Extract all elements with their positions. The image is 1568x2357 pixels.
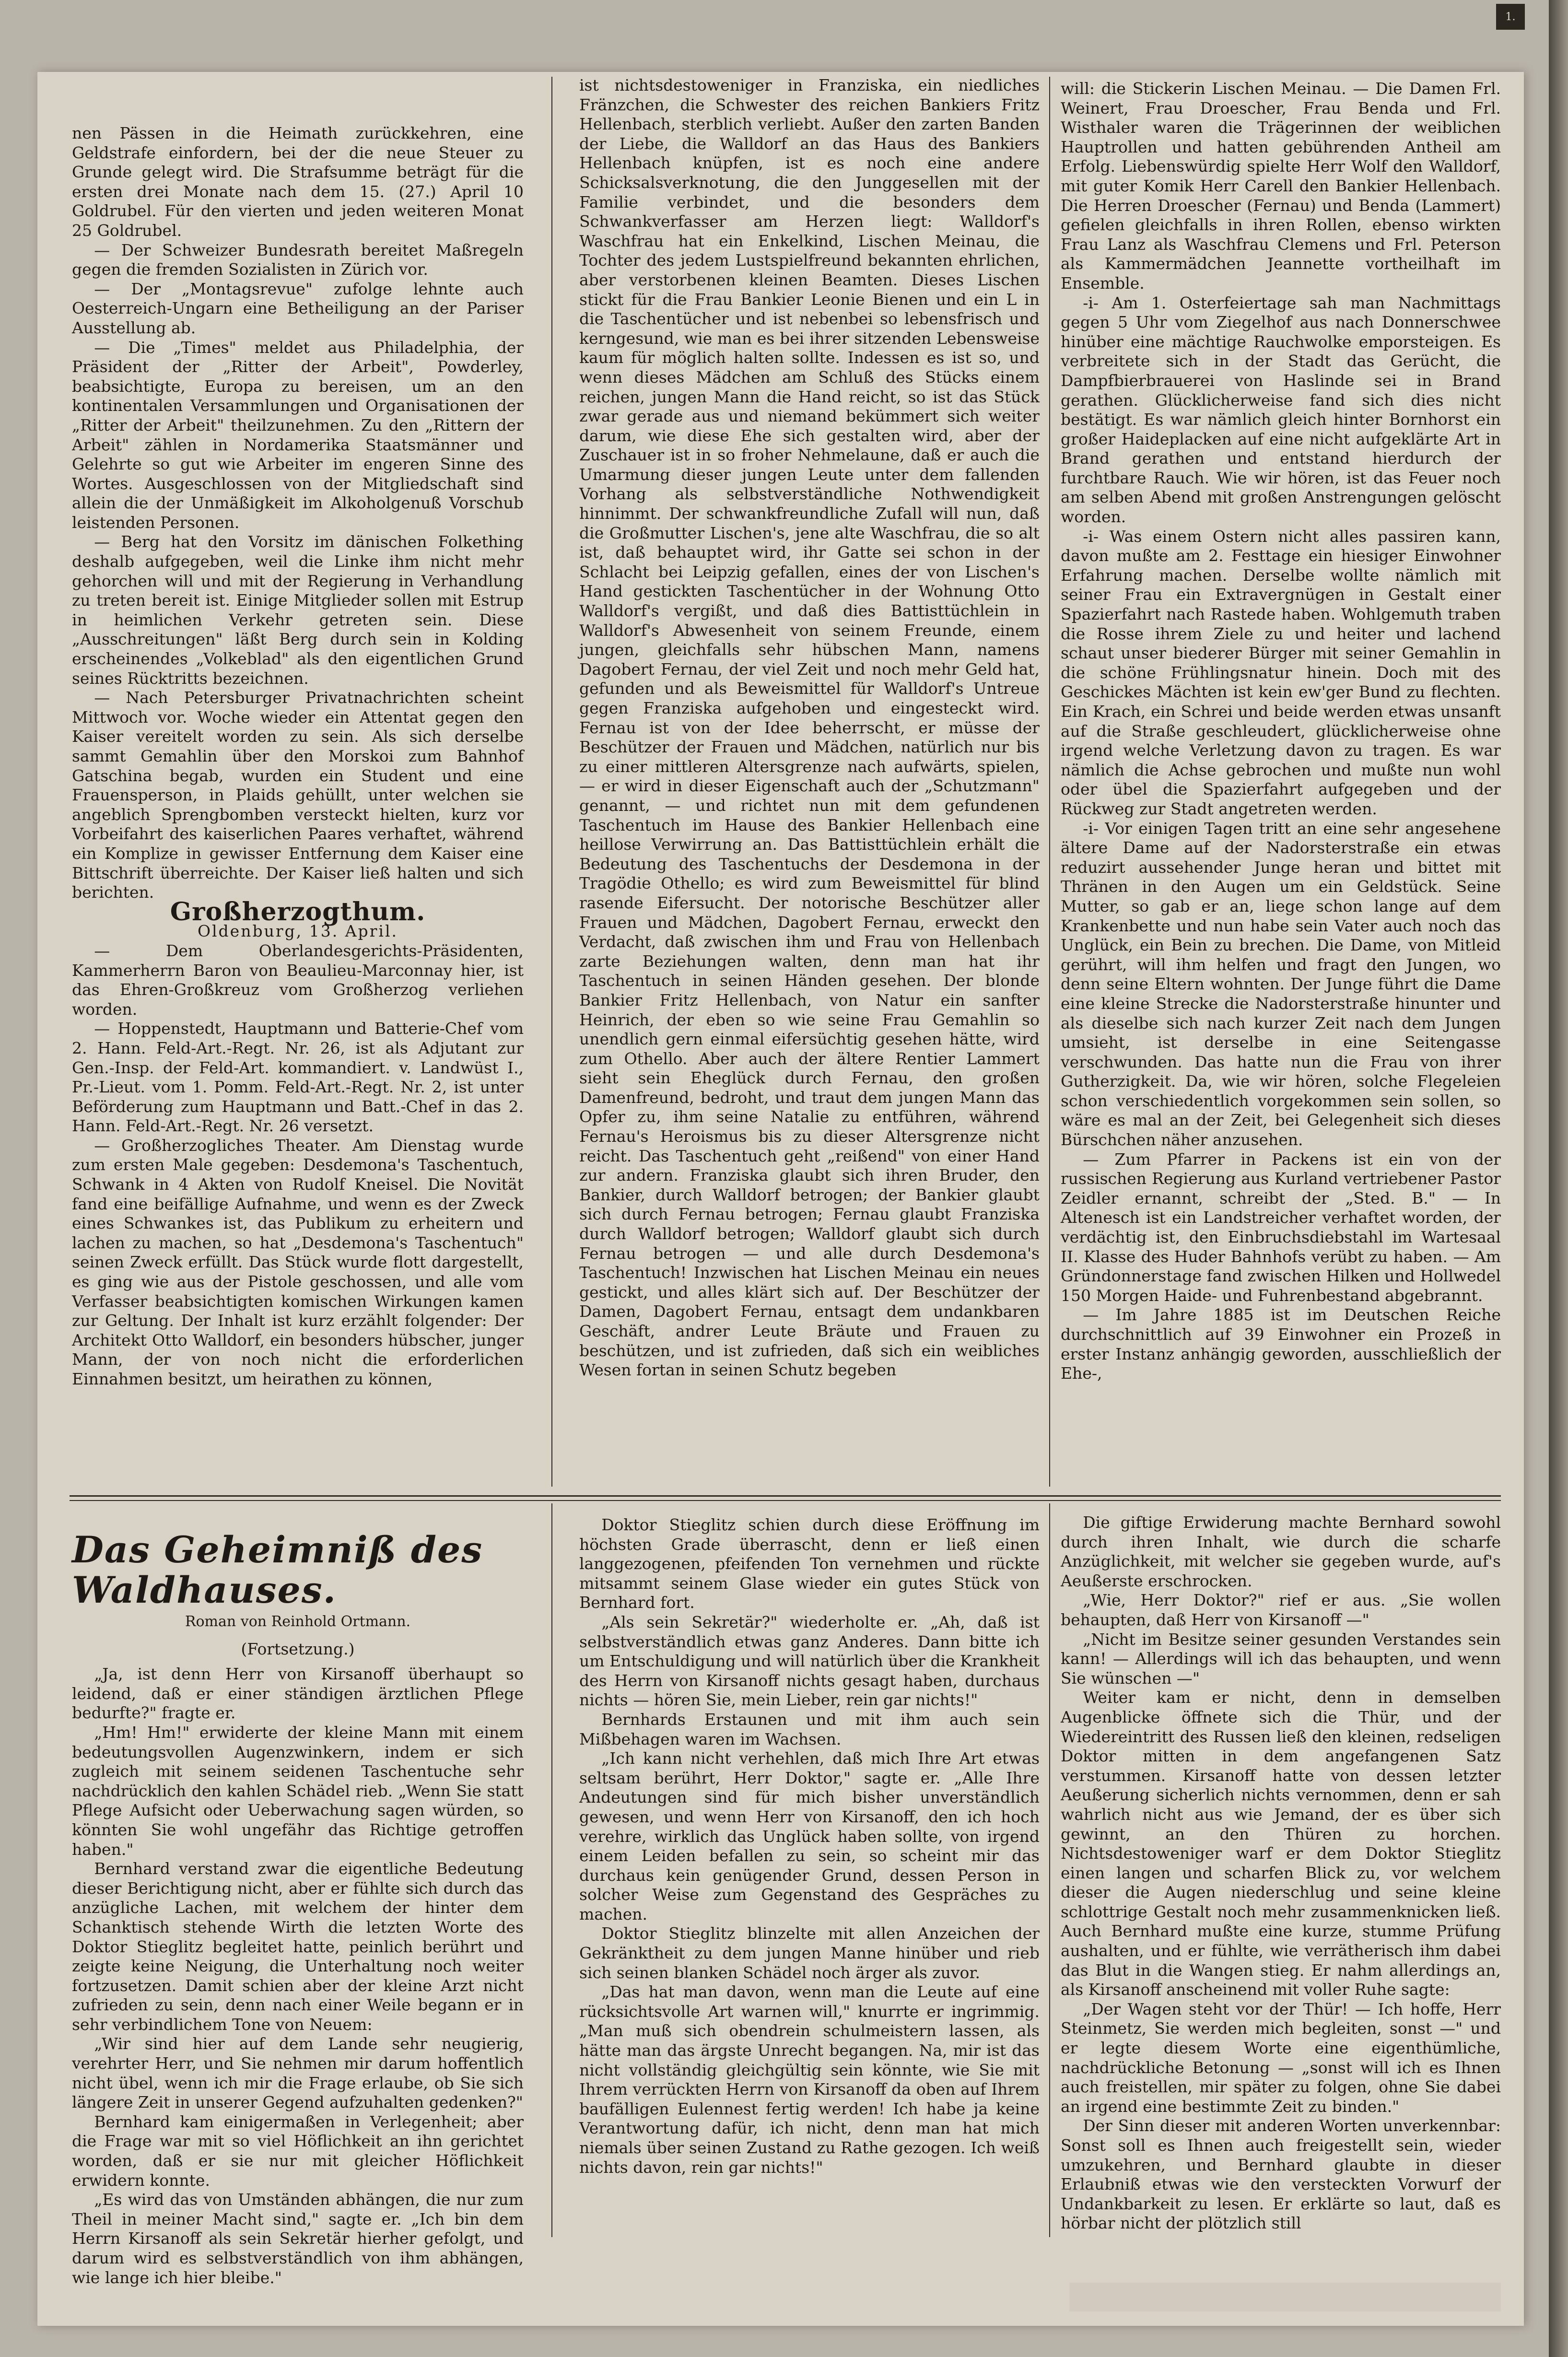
novel-paragraph: Bernhard verstand zwar die eigentliche Bedeutung dieser Berichtigung nicht, aber er fühlte sich durch das anzügliche Lachen, mit welchem der hinter dem Schanktisch stehende Wirth die letzten Worte des Doktor Stieglitz begleitet hatte, peinlich berührt und zeigte keine Neigung, die Unterhaltung noch weiter fortzusetzen. Damit schien aber der kleine Arzt nicht zufrieden zu sein, denn nach einer Weile begann er in sehr verbindlichem Tone von Neuem:: [72, 1859, 524, 2034]
novel-paragraph: „Ja, ist denn Herr von Kirsanoff überhaupt so leidend, daß er einer ständigen ärztlichen Pflege bedurfte?" fragte er.: [72, 1665, 524, 1723]
novel-paragraph: Weiter kam er nicht, denn in demselben Augenblicke öffnete sich die Thür, und der Wiedereintritt des Russen ließ den kleinen, redseligen Doktor mitten in dem angefangenen Satz verstummen. Kirsanoff hatte von dessen letzter Aeußerung sicherlich nichts vernommen, denn er sah wahrlich nicht aus wie Jemand, der es über sich gewinnt, an den Thüren zu horchen. Nichtsdestoweniger warf er dem Doktor Stieglitz einen langen und scharfen Blick zu, vor welchem dieser die Augen niederschlug und seine kleine schlottrige Gestalt noch mehr zusammenknicken ließ. Auch Bernhard mußte eine kurze, stumme Prüfung aushalten, und er fühlte, wie verrätherisch ihm dabei das Blut in die Wangen stieg. Er nahm allerdings an, als Kirsanoff anscheinend mit voller Ruhe sagte:: [1061, 1688, 1501, 1999]
novel-paragraph: Die giftige Erwiderung machte Bernhard sowohl durch ihren Inhalt, wie durch die scharfe Anzüglichkeit, mit welcher sie gegeben wurde, auf's Aeußerste erschrocken.: [1061, 1513, 1501, 1590]
article-paragraph: — Die „Times" meldet aus Philadelphia, der Präsident der „Ritter der Arbeit", Powderley, beabsichtigte, Europa zu bereisen, um an den kontinentalen Versammlungen und Organisationen der „Ritter der Arbeit" theilzunehmen. Zu den „Rittern der Arbeit" zählen in Nordamerika Staatsmänner und Gelehrte so gut wie Arbeiter im engeren Sinne des Wortes. Ausgeschlossen von der Mitgliedschaft sind allein die der Unmäßigkeit im Alkoholgenuß Vorschub leistenden Personen.: [72, 338, 524, 532]
column-rule: [1049, 77, 1050, 1487]
novel-paragraph: Bernhard kam einigermaßen in Verlegenheit; aber die Frage war mit so viel Höflichkeit an ihn gerichtet worden, daß er sie nur mit gleicher Höflichkeit erwidern konnte.: [72, 2112, 524, 2190]
article-paragraph: — Dem Oberlandesgerichts-Präsidenten, Kammerherrn Baron von Beaulieu-Marconnay hier, ist das Ehren-Großkreuz vom Großherzog verliehen worden.: [72, 941, 524, 1019]
news-column-2: [579, 76, 1040, 1486]
column-rule: [1049, 1503, 1050, 2237]
novel-column-1: [72, 1528, 524, 2287]
section-heading: Großherzogthum.: [170, 897, 426, 926]
article-paragraph: — Hoppenstedt, Hauptmann und Batterie-Chef vom 2. Hann. Feld-Art.-Regt. Nr. 26, ist als Adjutant zur Gen.-Insp. der Feld-Art. kommandiert. v. Landwüst I., Pr.-Lieut. vom 1. Pomm. Feld-Art.-Regt. Nr. 2, ist unter Beförderung zum Hauptmann und Batt.-Chef in das 2. Hann. Feld-Art.-Regt. Nr. 26 versetzt.: [72, 1019, 524, 1136]
article-paragraph: — Im Jahre 1885 ist im Deutschen Reiche durchschnittlich auf 39 Einwohner ein Prozeß in erster Instanz anhängig geworden, ausschließlich der Ehe-,: [1061, 1305, 1501, 1383]
novel-paragraph: „Hm! Hm!" erwiderte der kleine Mann mit einem bedeutungsvollen Augenzwinkern, indem er sich zugleich mit seinem seidenen Taschentuche sehr nachdrücklich den kahlen Schädel rieb. „Wenn Sie statt Pflege Aufsicht oder Ueberwachung sagen würden, so könnten Sie wohl ungefähr das Richtige getroffen haben.": [72, 1723, 524, 1859]
article-paragraph: -i- Was einem Ostern nicht alles passiren kann, davon mußte am 2. Festtage ein hiesiger Einwohner Erfahrung machen. Derselbe wollte nämlich mit seiner Frau ein Extravergnügen in Gestalt einer Spazierfahrt nach Rastede haben. Wohlgemuth traben die Rosse ihrem Ziele zu und heiter und lachend schaut unser biederer Bürger mit seiner Gemahlin in die schöne Frühlingsnatur hinein. Doch mit des Geschickes Mächten ist kein ew'ger Bund zu flechten. Ein Krach, ein Schrei und beide werden etwas unsanft auf die Straße geschleudert, glücklicherweise ohne irgend welche Verletzung davon zu tragen. Es war nämlich die Achse gebrochen und mußte nun wohl oder übel die Spazierfahrt aufgegeben und der Rückweg zur Stadt angetreten werden.: [1061, 527, 1501, 818]
article-paragraph: nen Pässen in die Heimath zurückkehren, eine Geldstrafe einfordern, bei der die neue Steuer zu Grunde gelegt wird. Die Strafsumme beträgt für die ersten drei Monate nach dem 15. (27.) April 10 Goldrubel. Für den vierten und jeden weiteren Monat 25 Goldrubel.: [72, 124, 524, 240]
novel-byline: Roman von Reinhold Ortmann.: [185, 1613, 411, 1630]
dateline: Oldenburg, 13. April.: [197, 922, 398, 941]
article-paragraph: -i- Am 1. Osterfeiertage sah man Nachmittags gegen 5 Uhr vom Ziegelhof aus nach Donnerschwee hinüber eine mächtige Rauchwolke emporsteigen. Es verbreitete sich in der Stadt das Gerücht, die Dampfbierbrauerei von Haslinde sei in Brand gerathen. Glücklicherweise fand sich dies nicht bestätigt. Es war nämlich gleich hinter Bornhorst ein großer Haideplacken auf eine nicht aufgeklärte Art in Brand gerathen und entstand hierdurch der furchtbare Rauch. Wie wir hören, ist das Feuer noch am selben Abend mit großen Anstrengungen gelöscht worden.: [1061, 293, 1501, 527]
article-paragraph: — Der Schweizer Bundesrath bereitet Maßregeln gegen die fremden Sozialisten in Zürich vor.: [72, 240, 524, 279]
novel-paragraph: Der Sinn dieser mit anderen Worten unverkennbar: Sonst soll es Ihnen auch freigestellt sein, wieder umzukehren, und Bernhard glaubte in dieser Erlaubniß etwas wie den versteckten Vorwurf der Undankbarkeit zu lesen. Er erklärte so laut, daß es hörbar nicht der plötzlich still: [1061, 2116, 1501, 2233]
novel-paragraph: „Wir sind hier auf dem Lande sehr neugierig, verehrter Herr, und Sie nehmen mir darum hoffentlich nicht übel, wenn ich mir die Frage erlaube, ob Sie sich längere Zeit in unserer Gegend aufzuhalten gedenken?": [72, 2034, 524, 2112]
novel-paragraph: Doktor Stieglitz blinzelte mit allen Anzeichen der Gekränktheit zu dem jungen Manne hinüber und rieb sich seinen blanken Schädel noch ärger als zuvor.: [579, 1924, 1040, 1982]
novel-paragraph: Bernhards Erstaunen und mit ihm auch sein Mißbehagen waren im Wachsen.: [579, 1710, 1040, 1748]
novel-column-3: [1061, 1513, 1501, 2232]
novel-paragraph: „Der Wagen steht vor der Thür! — Ich hoffe, Herr Steinmetz, Sie werden mich begleiten, sonst —" und er legte diesem Worte eine eigenthümliche, nachdrückliche Betonung — „sonst will ich es Ihnen auch freistellen, mir später zu folgen, ohne Sie dabei an irgend eine bestimmte Zeit zu binden.": [1061, 1999, 1501, 2116]
novel-paragraph: „Es wird das von Umständen abhängen, die nur zum Theil in meiner Macht sind," sagte er. „Ich bin dem Herrn Kirsanoff als sein Sekretär hierher gefolgt, und darum wird es selbstverständlich von ihm abhängen, wie lange ich hier bleibe.": [72, 2190, 524, 2287]
binding-gutter: [1549, 0, 1568, 2357]
novel-paragraph: Doktor Stieglitz schien durch diese Eröffnung im höchsten Grade überrascht, denn er ließ einen langgezogenen, pfeifenden Ton vernehmen und rückte mitsammt seinem Glase wieder ein gutes Stück von Bernhard fort.: [579, 1515, 1040, 1612]
article-paragraph: ist nichtsdestoweniger in Franziska, ein niedliches Fränzchen, die Schwester des reichen Bankiers Fritz Hellenbach, sterblich verliebt. Außer den zarten Banden der Liebe, die Walldorf an das Haus des Bankiers Hellenbach knüpfen, ist es noch eine andere Schicksalsverknotung, die den Junggesellen mit der Familie verbindet, und die besonders dem Schwankverfasser am Herzen liegt: Walldorf's Waschfrau hat ein Enkelkind, Lischen Meinau, die Tochter des jedem Lustspielfreund bekannten ehrlichen, aber verstorbenen kleinen Beamten. Dieses Lischen stickt für die Frau Bankier Leonie Bienen und ein L in die Taschentücher und ist nebenbei so lebensfrisch und kerngesund, wie man es bei ihrer sitzenden Lebensweise kaum für möglich halten sollte. Indessen es ist so, und wenn dieses Mädchen am Schluß des Stücks einem reichen, jungen Mann die Hand reicht, so ist das Stück zwar gerade aus und niemand bekümmert sich weiter darum, wie diese Ehe sich gestalten wird, aber der Zuschauer ist in so froher Nehmelaune, daß er auch die Umarmung dieser jungen Leute unter dem fallenden Vorhang als selbstverständliche Nothwendigkeit hinnimmt. Der schwankfreundliche Zufall will nun, daß die Großmutter Lischen's, jene alte Waschfrau, die so alt ist, daß behauptet wird, ihr Gatte sei schon in der Schlacht bei Leipzig gefallen, eines der von Lischen's Hand gestickten Taschentücher in der Wohnung Otto Walldorf's vergißt, und daß dies Battisttüchlein in Walldorf's Abwesenheit von seinem Freunde, einem jungen, gleichfalls sehr hübschen Mann, namens Dagobert Fernau, der viel Zeit und noch mehr Geld hat, gefunden und als Beweismittel für Walldorf's Untreue gegen Franziska aufgehoben und eingesteckt wird. Fernau ist von der Idee beherrscht, er müsse der Beschützer der Frauen und Mädchen, natürlich nur bis zu einer mittleren Altersgrenze nach aufwärts, spielen, — er wird in dieser Eigenschaft auch der „Schutzmann" genannt, — und richtet nun mit dem gefundenen Taschentuch im Hause des Bankier Hellenbach eine heillose Verwirrung an. Das Battisttüchlein erhält die Bedeutung des Taschentuchs der Desdemona in der Tragödie Othello; es wird zum Beweismittel für blind rasende Eifersucht. Der notorische Beschützer aller Frauen und Mädchen, Dagobert Fernau, erweckt den Verdacht, daß zwischen ihm und Frau von Hellenbach zarte Beziehungen walten, denn man hat ihr Taschentuch in seinen Händen gesehen. Der blonde Bankier Fritz Hellenbach, von Natur ein sanfter Heinrich, der eben so wie seine Frau Gemahlin so unendlich gern einmal eifersüchtig gesehen hätte, wird zum Othello. Aber auch der ältere Rentier Lammert sieht sein Eheglück durch Fernau, den großen Damenfreund, bedroht, und traut dem jungen Mann das Opfer zu, ihm seine Natalie zu entführen, während Fernau's Heroismus bis zu dieser Altersgrenze nicht reicht. Das Taschentuch geht „reißend" von einer Hand zur andern. Franziska glaubt sich ihren Bruder, den Bankier, durch Walldorf betrogen; der Bankier glaubt sich durch Fernau betrogen; Fernau glaubt Franziska durch Walldorf betrogen; Walldorf glaubt sich durch Fernau betrogen — und alle durch Desdemona's Taschentuch! Inzwischen hat Lischen Meinau ein neues gestickt, und alles klärt sich auf. Der Beschützer der Damen, Dagobert Fernau, entsagt dem undankbaren Geschäft, andrer Leute Bräute und Frauen zu beschützen, und ist zufrieden, daß sich ein weibliches Wesen fortan in seinen Schutz begeben: [579, 76, 1040, 1380]
corner-mark: 1.: [1496, 4, 1525, 30]
section-divider: [70, 1500, 1501, 1501]
article-paragraph: — Der „Montagsrevue" zufolge lehnte auch Oesterreich-Ungarn eine Betheiligung an der Pariser Ausstellung ab.: [72, 279, 524, 337]
column-rule: [551, 1503, 552, 2237]
article-paragraph: -i- Vor einigen Tagen tritt an eine sehr angesehene ältere Dame auf der Nadorsterstraße ein etwas reduzirt aussehender Junge heran und bittet mit Thränen in den Augen um ein Geldstück. Seine Mutter, so gab er an, liege schon lange auf dem Krankenbette und nun habe sein Vater auch noch das Unglück, ein Bein zu brechen. Die Dame, von Mitleid gerührt, will ihm helfen und fragt den Jungen, wo denn seine Eltern wohnten. Der Junge führt die Dame eine kleine Strecke die Nadorsterstraße hinunter und als dieselbe sich nach kurzer Zeit nach dem Jungen umsieht, ist derselbe in eine Seitengasse verschwunden. Das hatte nun die Frau von ihrer Gutherzigkeit. Da, wie wir hören, solche Flegeleien schon verschiedentlich vorgekommen sein sollen, so wäre es mal an der Zeit, bei Gelegenheit sich dieses Bürschchen näher anzusehen.: [1061, 819, 1501, 1149]
novel-paragraph: „Wie, Herr Doktor?" rief er aus. „Sie wollen behaupten, daß Herr von Kirsanoff —": [1061, 1591, 1501, 1629]
novel-column-2: [579, 1515, 1040, 2235]
news-column-3: [1061, 79, 1501, 1484]
article-paragraph: — Zum Pfarrer in Packens ist ein von der russischen Regierung aus Kurland vertriebener Pastor Zeidler ernannt, schreibt der „Sted. B." — In Altenesch ist ein Landstreicher verhaftet worden, der verdächtig ist, den Einbruchsdiebstahl im Wartesaal II. Klasse des Huder Bahnhofs verübt zu haben. — Am Gründonnerstage fand zwischen Hilken und Hollwedel 150 Morgen Haide- und Fuhrenbestand abgebrannt.: [1061, 1149, 1501, 1305]
article-paragraph: — Nach Petersburger Privatnachrichten scheint Mittwoch vor. Woche wieder ein Attentat gegen den Kaiser vereitelt worden zu sein. Als sich derselbe sammt Gemahlin über den Morskoi zum Bahnhof Gatschina begab, wurden ein Student und eine Frauensperson, in Plaids gehüllt, unter welchen sie angeblich Sprengbomben versteckt hielten, kurz vor Vorbeifahrt des kaiserlichen Paares verhaftet, während ein Komplize in gewisser Entfernung dem Kaiser eine Bittschrift überreichte. Der Kaiser ließ halten und sich berichten.: [72, 688, 524, 902]
article-paragraph: will: die Stickerin Lischen Meinau. — Die Damen Frl. Weinert, Frau Droescher, Frau Benda und Frl. Wisthaler waren die Trägerinnen der weiblichen Hauptrollen und hatten gebührenden Antheil am Erfolg. Liebenswürdig spielte Herr Wolf den Walldorf, mit guter Komik Herr Carell den Bankier Hellenbach. Die Herren Droescher (Fernau) und Benda (Lammert) gefielen gleichfalls in ihren Rollen, ebenso wirkten Frau Lanz als Waschfrau Clemens und Frl. Peterson als Kammermädchen Jeannette vortheilhaft im Ensemble.: [1061, 79, 1501, 293]
novel-paragraph: „Das hat man davon, wenn man die Leute auf eine rücksichtsvolle Art warnen will," knurrte er ingrimmig. „Man muß sich obendrein schulmeistern lassen, als hätte man das ärgste Unrecht begangen. Na, mir ist das nicht vollständig gleichgültig sein könnte, wie Sie mit Ihrem verrückten Herrn von Kirsanoff da oben auf Ihrem baufälligen Eulennest fertig werden! Ich habe ja keine Verantwortung dafür, ich nicht, denn man hat mich niemals über seinen Zustand zu Rathe gezogen. Ich weiß nichts davon, rein gar nichts!": [579, 1982, 1040, 2177]
news-column-1: [72, 124, 524, 1496]
article-paragraph: — Berg hat den Vorsitz im dänischen Folkething deshalb aufgegeben, weil die Linke ihm nicht mehr gehorchen will und mit der Regierung in Verhandlung zu treten bereit ist. Einige Mitglieder sollen mit Estrup in heimlichen Verkehr getreten sein. Diese „Ausschreitungen" läßt Berg durch sein in Kolding erscheinendes „Volkeblad" als den eigentlichen Grund seines Rücktritts bezeichnen.: [72, 532, 524, 688]
novel-paragraph: „Nicht im Besitze seiner gesunden Verstandes sein kann! — Allerdings will ich das behaupten, und wenn Sie wünschen —": [1061, 1630, 1501, 1688]
column-rule: [551, 77, 552, 1487]
continuation-note: (Fortsetzung.): [241, 1639, 355, 1658]
novel-paragraph: „Ich kann nicht verhehlen, daß mich Ihre Art etwas seltsam berührt, Herr Doktor," sagte er. „Alle Ihre Andeutungen sind für mich bisher unverständlich gewesen, und wenn Herr von Kirsanoff, den ich hoch verehre, wirklich das Unglück haben sollte, von irgend einem Leiden befallen zu sein, so scheint mir das durchaus kein genügender Grund, dessen Person in solcher Weise zum Gegenstand des Gespräches zu machen.: [579, 1749, 1040, 1923]
article-paragraph: — Großherzogliches Theater. Am Dienstag wurde zum ersten Male gegeben: Desdemona's Taschentuch, Schwank in 4 Akten von Rudolf Kneisel. Die Novität fand eine beifällige Aufnahme, und wenn es der Zweck eines Schwankes ist, das Publikum zu erheitern und lachen zu machen, so hat „Desdemona's Taschentuch" seinen Zweck erfüllt. Das Stück wurde flott dargestellt, es ging wie aus der Pistole geschossen, und alle vom Verfasser beabsichtigten komischen Wirkungen kamen zur Geltung. Der Inhalt ist kurz erzählt folgender: Der Architekt Otto Walldorf, ein besonders hübscher, junger Mann, der von noch nicht die erforderlichen Einnahmen besitzt, um heirathen zu können,: [72, 1136, 524, 1388]
novel-title: Das Geheimniß des Waldhauses.: [72, 1528, 483, 1611]
novel-paragraph: „Als sein Sekretär?" wiederholte er. „Ah, daß ist selbstverständlich etwas ganz Anderes. Dann bitte ich um Entschuldigung und will natürlich über die Krankheit des Herrn von Kirsanoff nichts gesagt haben, durchaus nichts — hören Sie, mein Lieber, rein gar nichts!": [579, 1612, 1040, 1710]
paper-stain: [1069, 2283, 1501, 2311]
